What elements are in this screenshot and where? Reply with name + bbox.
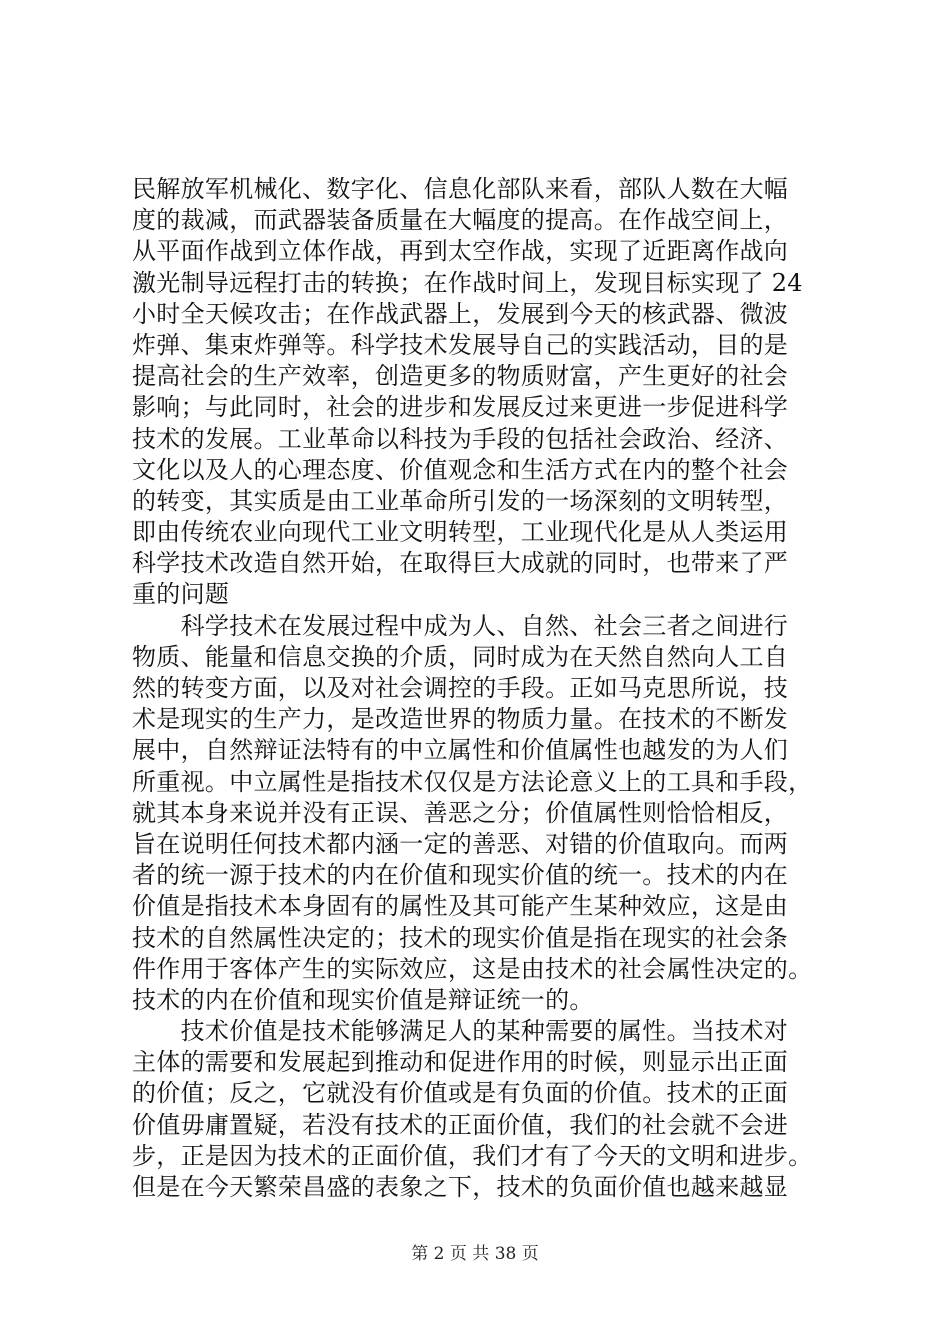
text-line: 小时全天候攻击；在作战武器上，发展到今天的核武器、微波 <box>132 299 789 328</box>
text-line: 从平面作战到立体作战，再到太空作战，实现了近距离作战向 <box>132 237 789 266</box>
text-line: 价值毋庸置疑，若没有技术的正面价值，我们的社会就不会进 <box>132 1110 789 1139</box>
text-line: 科学技术改造自然开始，在取得巨大成就的同时，也带来了严 <box>132 549 789 578</box>
text-line: 技术的发展。工业革命以科技为手段的包括社会政治、经济、 <box>132 424 789 453</box>
text-line: 技术的内在价值和现实价值是辩证统一的。 <box>132 985 594 1014</box>
text-line: 展中，自然辩证法特有的中立属性和价值属性也越发的为人们 <box>132 736 789 765</box>
text-line: 者的统一源于技术的内在价值和现实价值的统一。技术的内在 <box>132 861 789 890</box>
page-number: 第 2 页 共 38 页 <box>411 1244 539 1264</box>
text-line: 炸弹、集束炸弹等。科学技术发展导自己的实践活动，目的是 <box>132 330 789 359</box>
text-line: 提高社会的生产效率，创造更多的物质财富，产生更好的社会 <box>132 362 789 391</box>
text-line: 价值是指技术本身固有的属性及其可能产生某种效应，这是由 <box>132 892 789 921</box>
text-line: 的转变，其实质是由工业革命所引发的一场深刻的文明转型， <box>132 486 789 515</box>
text-line: 就其本身来说并没有正误、善恶之分；价值属性则恰恰相反， <box>132 798 789 827</box>
text-line: 重的问题 <box>132 580 230 609</box>
text-line: 影响；与此同时，社会的进步和发展反过来更进一步促进科学 <box>132 393 789 422</box>
text-line: 民解放军机械化、数字化、信息化部队来看，部队人数在大幅 <box>132 175 789 203</box>
paragraph-start-line: 科学技术在发展过程中成为人、自然、社会三者之间进行 <box>132 611 789 640</box>
text-line: 件作用于客体产生的实际效应，这是由技术的社会属性决定的。 <box>132 954 813 983</box>
body-text <box>132 174 840 1203</box>
text-line: 度的裁减，而武器装备质量在大幅度的提高。在作战空间上， <box>132 206 789 235</box>
text-line: 然的转变方面，以及对社会调控的手段。正如马克思所说，技 <box>132 674 789 702</box>
text-line: 物质、能量和信息交换的介质，同时成为在天然自然向人工自 <box>132 642 789 671</box>
text-line: 文化以及人的心理态度、价值观念和生活方式在内的整个社会 <box>132 455 789 484</box>
text-line: 主体的需要和发展起到推动和促进作用的时候，则显示出正面 <box>132 1048 789 1077</box>
text-line: 但是在今天繁荣昌盛的表象之下，技术的负面价值也越来越显 <box>132 1173 789 1201</box>
text-line: 技术的自然属性决定的；技术的现实价值是指在现实的社会条 <box>132 923 789 952</box>
text-line: 的价值；反之，它就没有价值或是有负面的价值。技术的正面 <box>132 1079 789 1108</box>
text-line: 所重视。中立属性是指技术仅仅是方法论意义上的工具和手段， <box>132 767 813 796</box>
text-line: 旨在说明任何技术都内涵一定的善恶、对错的价值取向。而两 <box>132 829 789 858</box>
text-line: 步，正是因为技术的正面价值，我们才有了今天的文明和进步。 <box>132 1141 813 1170</box>
text-line: 即由传统农业向现代工业文明转型，工业现代化是从人类运用 <box>132 518 789 547</box>
paragraph-start-line: 技术价值是技术能够满足人的某种需要的属性。当技术对 <box>132 1017 789 1046</box>
text-line: 术是现实的生产力，是改造世界的物质力量。在技术的不断发 <box>132 705 789 734</box>
text-line: 激光制导远程打击的转换；在作战时间上，发现目标实现了 24 <box>132 268 803 297</box>
